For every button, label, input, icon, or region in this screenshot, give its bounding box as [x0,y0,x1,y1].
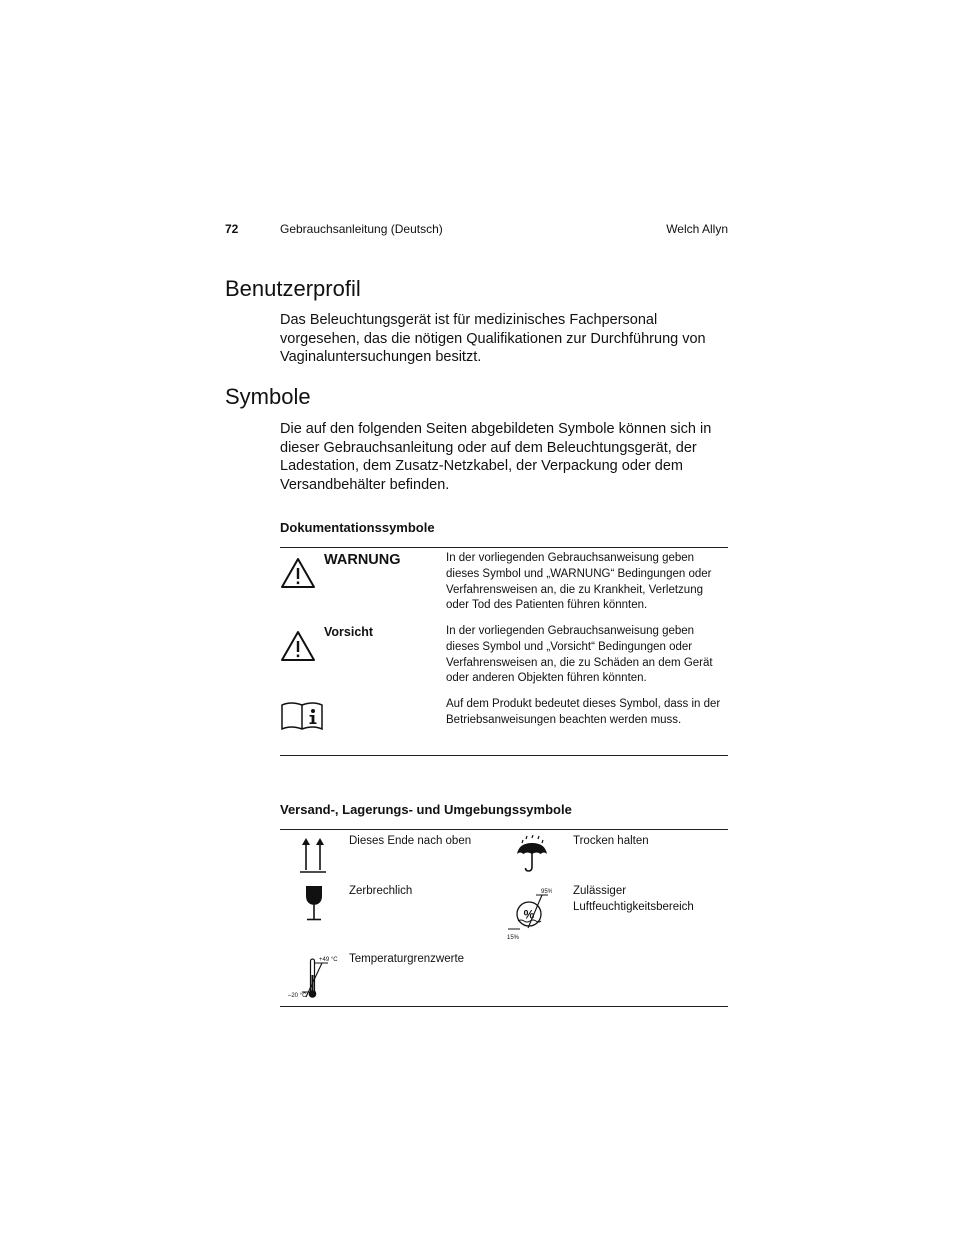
env-symbol-keep-dry [515,835,549,878]
humidity-limit-icon [506,886,552,942]
environment-symbols-heading: Versand-, Lagerungs- und Umgebungssymbole [280,802,572,817]
consult-instructions-icon [280,700,324,732]
this-way-up-icon [298,836,328,874]
warning-triangle-icon [280,557,316,589]
env-symbol-this-way-up [298,836,328,879]
table-top-rule [280,547,728,548]
temperature-lower-value: –20 °C [288,993,307,999]
caution-triangle-icon [280,630,316,662]
temperature-upper-value: +49 °C [319,957,338,963]
env-symbol-temperature-limit [286,951,342,1008]
env-symbol-label: Dieses Ende nach oben [349,835,472,847]
env-symbol-label: Zulässiger Luftfeuchtigkeitsbereich [573,885,694,913]
env-symbol-label: Trocken halten [573,835,649,847]
doc-symbol-description: In der vorliegenden Gebrauchsanweisung geben dieses Symbol und „Vorsicht“ Bedingungen oder Verfahrensweisen an, die zu Schäden an dem Gerät oder anderen Objekten führen könnten. [446,625,713,685]
symbols-heading: Symbole [225,384,311,409]
document-title: Gebrauchsanleitung (Deutsch) [280,222,443,236]
env-symbol-label: Zerbrechlich [349,885,413,897]
brand-name: Welch Allyn [666,222,728,236]
user-profile-heading: Benutzerprofil [225,276,361,301]
user-profile-text: Das Beleuchtungsgerät ist für medizinisches Fachpersonal vorgesehen, das die nötigen Qualifikationen zur Durchführung von Vaginaluntersuchungen besitzt. [280,312,706,365]
doc-symbol-label: WARNUNG [324,552,401,568]
documentation-symbols-heading: Dokumentationssymbole [280,520,435,535]
page-number: 72 [225,222,239,236]
humidity-lower-value: 15% [507,935,520,941]
humidity-upper-value: 95% [541,889,552,895]
env-symbol-label: Temperaturgrenzwerte [349,953,465,965]
env-table-bottom-rule [280,1006,728,1007]
doc-symbol-description: In der vorliegenden Gebrauchsanweisung geben dieses Symbol und „WARNUNG“ Bedingungen oder Verfahrensweisen an, die zu Krankheit, Verletzung oder Tod des Patienten führen könnten. [446,552,712,612]
symbols-text: Die auf den folgenden Seiten abgebildeten Symbole können sich in dieser Gebrauchsanleitung oder auf dem Beleuchtungsgerät, der Ladestation, dem Zusatz-Netzkabel, der Verpackung oder dem Versandbehälter befinden. [280,421,712,493]
env-symbol-fragile [304,884,324,927]
svg-text:%: % [523,907,535,922]
env-table-top-rule [280,829,728,830]
fragile-icon [304,884,324,922]
table-bottom-rule [280,755,728,756]
env-symbol-humidity-limit [506,886,552,947]
doc-symbol-description: Auf dem Produkt bedeutet dieses Symbol, dass in der Betriebsanweisungen beachten werden muss. [446,698,721,726]
temperature-limit-icon [286,951,342,1003]
doc-symbol-label: Vorsicht [324,625,374,639]
keep-dry-icon [515,835,549,873]
